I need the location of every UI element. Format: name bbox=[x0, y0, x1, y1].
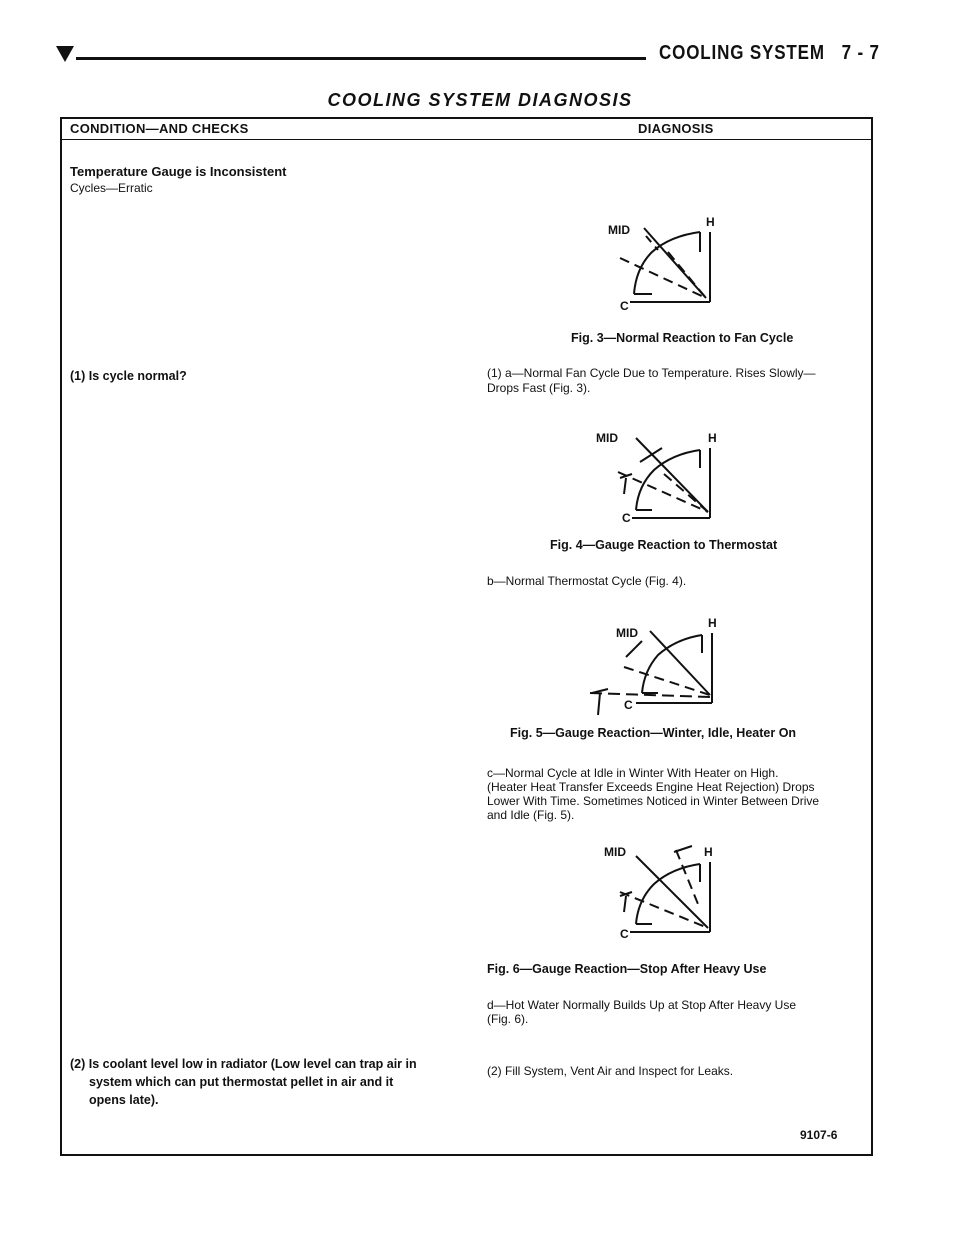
gauge-dial bbox=[630, 232, 710, 302]
check-2-line-2: system which can put thermostat pellet in air and it bbox=[89, 1075, 394, 1089]
diagnosis-1c-line-3: Lower With Time. Sometimes Noticed in Winter Between Drive bbox=[487, 794, 820, 808]
check-2-line-3: opens late). bbox=[89, 1093, 159, 1107]
diagnosis-1c-line-2: (Heater Heat Transfer Exceeds Engine Heat Rejection) Drops bbox=[487, 780, 815, 794]
gauge-cold-label: C bbox=[620, 927, 629, 941]
check-1: (1) Is cycle normal? bbox=[70, 369, 187, 383]
gauge-mid-label: MID bbox=[616, 626, 638, 640]
gauge-hot-label: H bbox=[708, 431, 717, 445]
gauge-needles bbox=[618, 438, 708, 512]
gauge-hot-label: H bbox=[704, 845, 713, 859]
diagnosis-1d-line-2: (Fig. 6). bbox=[487, 1012, 529, 1026]
column-header-diagnosis: DIAGNOSIS bbox=[638, 121, 714, 136]
gauge-hot-label: H bbox=[706, 215, 715, 229]
gauge-cold-label: C bbox=[622, 511, 631, 525]
diagnosis-1a-line-1: (1) a—Normal Fan Cycle Due to Temperature. Rises Slowly— bbox=[487, 366, 816, 380]
figure-6-gauge bbox=[600, 838, 730, 942]
gauge-mid-label: MID bbox=[604, 845, 626, 859]
header-triangle-icon bbox=[56, 46, 74, 62]
figure-4-caption: Fig. 4—Gauge Reaction to Thermostat bbox=[550, 538, 778, 552]
gauge-cold-label: C bbox=[620, 299, 629, 313]
figure-4-gauge bbox=[592, 426, 724, 526]
running-header bbox=[659, 42, 880, 65]
gauge-needles bbox=[620, 846, 708, 928]
figure-3-gauge bbox=[600, 212, 730, 316]
gauge-mid-label: MID bbox=[608, 223, 630, 237]
diagnosis-1d-line-1: d—Hot Water Normally Builds Up at Stop After Heavy Use bbox=[487, 998, 796, 1012]
diagnosis-1c-line-1: c—Normal Cycle at Idle in Winter With Heater on High. bbox=[487, 766, 779, 780]
diagnosis-1a-line-2: Drops Fast (Fig. 3). bbox=[487, 381, 591, 395]
figure-5-caption: Fig. 5—Gauge Reaction—Winter, Idle, Heater On bbox=[510, 726, 797, 740]
diagnosis-2: (2) Fill System, Vent Air and Inspect for Leaks. bbox=[487, 1064, 734, 1078]
figure-6-caption: Fig. 6—Gauge Reaction—Stop After Heavy Use bbox=[487, 962, 767, 976]
gauge-mid-label: MID bbox=[596, 431, 618, 445]
figure-5-gauge bbox=[586, 613, 726, 721]
header-page: 7 - 7 bbox=[841, 42, 880, 64]
condition-subtitle: Cycles—Erratic bbox=[70, 181, 153, 195]
diagnosis-1b: b—Normal Thermostat Cycle (Fig. 4). bbox=[487, 574, 687, 588]
figure-3-caption: Fig. 3—Normal Reaction to Fan Cycle bbox=[571, 331, 794, 345]
gauge-dial bbox=[630, 862, 710, 932]
gauge-needles bbox=[620, 228, 706, 298]
diagnosis-1c-line-4: and Idle (Fig. 5). bbox=[487, 808, 575, 822]
header-section: COOLING SYSTEM bbox=[659, 42, 825, 64]
page-title: COOLING SYSTEM DIAGNOSIS bbox=[327, 90, 633, 110]
check-2-line-1: (2) Is coolant level low in radiator (Low level can trap air in bbox=[70, 1057, 417, 1071]
gauge-hot-label: H bbox=[708, 616, 717, 630]
column-header-condition: CONDITION—AND CHECKS bbox=[70, 121, 249, 136]
figure-reference-number: 9107-6 bbox=[800, 1128, 838, 1142]
gauge-cold-label: C bbox=[624, 698, 633, 712]
condition-title: Temperature Gauge is Inconsistent bbox=[70, 164, 287, 179]
header-rule bbox=[76, 57, 646, 60]
